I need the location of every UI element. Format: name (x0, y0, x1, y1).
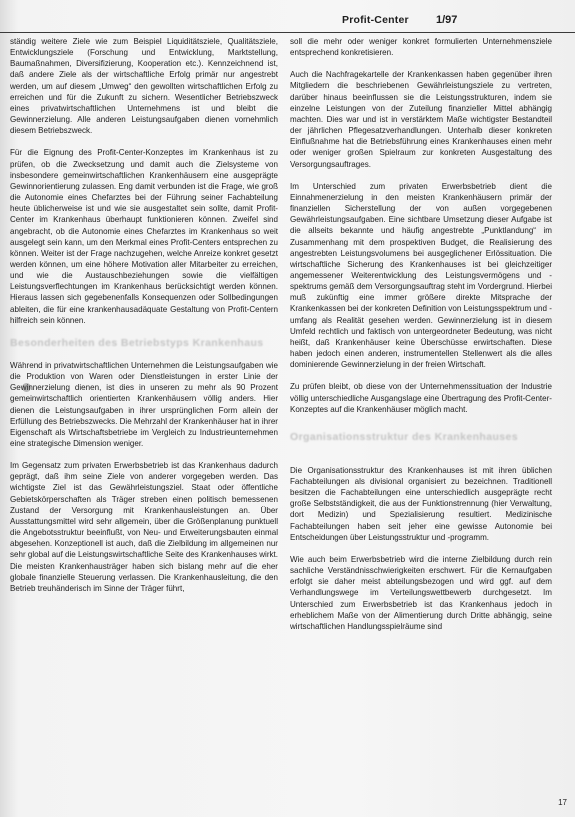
paragraph: Im Gegensatz zum privaten Erwerbsbetrieb ist das Krankenhaus dadurch geprägt, daß ihm seine Ziele von anderer vorgegeben werden. Das wichtigste Ziel ist das Gewährleistungsziel. Staat oder öffentliche Gebietskörperschaften als Träger streben einen politisch bemessenen Zustand der Versorgung mit Krankenhausleistungen an. Über Ausstattungsmittel wird sehr allgemein, über die Größenplanung punktuell die Angebotsstruktur beeinflußt, von Neu- und Erweiterungsbauten einmal abgesehen. Konzeptionell ist auch, daß die Zielbildung im allgemeinen nur sehr global auf die Leistungswirtschaftliche Seite des Krankenhauses wirkt. Die meisten Krankenhausträger haben sich bislang mehr auf die eher globale finanzielle Steuerung verlassen. Die Krankenhausleitung, die den Betrieb treuhänderisch im Sinne der Träger führt, (10, 461, 278, 593)
paragraph: Die Organisationsstruktur des Krankenhauses ist mit ihren üblichen Fachabteilungen als divisional organisiert zu bezeichnen. Traditionell besitzen die Fachabteilungen eine unterschiedlich ausgeprägte recht große Selbstständigkeit, die aus der Funktionstrennung (hier Verwaltung, dort Medizin) und Spezialisierung resultiert. Medizinische Fachabteilungen haben seit jeher eine gewisse Autonomie bei Entscheidungen über Leistungsstruktur und -programm. (290, 465, 552, 542)
paragraph: soll die mehr oder weniger konkret formulierten Unternehmensziele entsprechend konkretisieren. (290, 37, 552, 58)
subheading: Besonderheiten des Betriebstyps Krankenhaus (10, 336, 264, 349)
paragraph: Im Unterschied zum privaten Erwerbsbetrieb dient die Einnahmenerzielung in den meisten Krankenhäusern primär der finanziellen Sicherstellung der von außen vorgegebenen Gewährleistungsaufgaben. Eine sichtbare Umsetzung dieser Aufgabe ist die allseits bekannte und häufig angestrebte „Punktlandung“ im Zusammenhang mit dem prospektiven Budget, die Realisierung des angestrebten Leistungsvolumens bei ausgeglichener Erlössituation. Die wirtschaftliche Sicherung des Krankenhauses ist bei gleichzeitiger angemessener Weiterentwicklung des Leistungsvermögens und -spektrums gemäß dem Versorgungsauftrag steht im Vordergrund. Hierbei muß zukünftig eine immer größere direkte Mitsprache der Krankenkassen bei der konkreten Definition von Leistungsspektrum und -umfang als Realität gesehen werden. Gewinnerzielung ist in diesem Umfeld rechtlich und faktisch von untergeordneter Bedeutung, was nicht heißt, daß Krankenhäuser keine Überschüsse erwirtschaften. Diese haben jedoch einen anderen, instrumentellen Stellenwert als die alles dominierende Gewinnerzielung in der freien Wirtschaft. (290, 181, 552, 370)
paragraph: Für die Eignung des Profit-Center-Konzeptes im Krankenhaus ist zu prüfen, ob die Zwecksetzung und damit auch die Zielsysteme von insbesondere gemeinwirtschaftlichen Krankenhäusern eine ausgeprägte Gewinnorientierung zulassen. Eng damit verbunden ist die Frage, wie groß die Autonomie eines Chefarztes bei der Führung seiner Fachabteilung heute üblicherweise ist und wie sie ausgestaltet sein sollte, damit Profit-Center im Krankenhaus überhaupt funktionieren können. Zweifel sind angebracht, ob die Autonomie eines Chefarztes im Krankenhaus so weit ausgelegt sein kann, um den Merkmal eines Profit-Centers entsprechen zu können. Weiter ist der Frage nachzugehen, welche Anreize konkret gesetzt werden können, um eine höhere Motivation aller Mitarbeiter zu erreichen, und wie die Austauschbeziehungen sowie die vielfältigen Leistungsverflechtungen im Krankenhaus berücksichtigt werden können. Hieraus lassen sich gegebenenfalls Konsequenzen oder Sollbedingungen ableiten, die für eine krankenhausadäquate Gestaltung von Profit-Centern hilfreich sein können. (10, 148, 278, 325)
paragraph: Wie auch beim Erwerbsbetrieb wird die interne Zielbildung durch rein sachliche Verständnisschwierigkeiten erschwert. Für die Kernaufgaben erfolgt sie daher meist abteilungsbezogen und wird ggf. auf dem Verhandlungswege im Verteilungswettbewerb durchgesetzt. Im Unterschied zum Erwerbsbetrieb ist das Krankenhaus jedoch in erheblichem Maße von der Alimentierung durch Dritte abhängig, seine wirtschaftlichen Handlungsspielräume sind (290, 554, 552, 631)
left-column (10, 36, 278, 605)
right-column (290, 36, 552, 643)
page-number: 17 (558, 798, 567, 807)
subheading: Organisationsstruktur des Krankenhauses (290, 430, 518, 443)
running-header (0, 8, 575, 33)
header-section-title: Profit-Center (342, 14, 409, 26)
header-issue-number: 1/97 (436, 14, 458, 26)
paragraph: Auch die Nachfragekartelle der Krankenkassen haben gegenüber ihren Mitgliedern die beschriebenen Gewährleistungsziele zu vertreten, darüber hinaus beeinflussen sie die Leistungsstrukturen, indem sie einzelne Leistungen von der Zuteilung finanzieller Mittel abhängig machten. Dies war und ist in verstärktem Maße wichtigster Bestandteil der jährlichen Pflegesatzverhandlungen. Unterhalb dieser konkreten Einflußnahme hat die Betriebsführung eines Krankenhauses einen mehr oder weniger großen Spielraum zur konkreten Ausgestaltung des Versorgungsauftrages. (290, 70, 552, 169)
paragraph: Während in privatwirtschaftlichen Unternehmen die Leistungsaufgaben wie die Produktion von Waren oder Dienstleistungen in erster Linie der Gewinnerzielung dienen, ist dies in unseren zu mehr als 90 Prozent gemeinwirtschaftlich orientierten Krankenhäusern völlig anders. Hier dienen die Leistungsaufgaben in ihrer ursprünglichen Form allein der Erfüllung des Betriebszwecks. Die Mehrzahl der Krankenhäuser hat in ihrer Eigenschaft als Wirtschaftsbetriebe im Vergleich zu Industrieunternehmen eine strategische Dimension weniger. (10, 360, 278, 448)
paragraph: ständig weitere Ziele wie zum Beispiel Liquiditätsziele, Qualitätsziele, Entwicklungsziele (Forschung und Entwicklung, Marktstellung, Baumaßnahmen, Diversifizierung, Kooperation etc.). Kennzeichnend ist, daß andere Ziele als der wirtschaftliche Erfolg primär nur angestrebt werden, um auf diesem „Umweg“ den gewollten wirtschaftlichen Erfolg zu erreichen und für die Zukunft zu sichern. Wesentlicher Betriebszweck eines privatwirtschaftlichen Unternehmens ist und bleibt die Gewinnerzielung. Alle anderen Leistungsaufgaben dienen vornehmlich diesem Betriebszweck. (10, 37, 278, 136)
paragraph: Zu prüfen bleibt, ob diese von der Unternehmenssituation der Industrie völlig unterschiedliche Ausgangslage eine Übertragung des Profit-Center-Konzeptes auf die Krankenhäuser möglich macht. (290, 382, 552, 414)
